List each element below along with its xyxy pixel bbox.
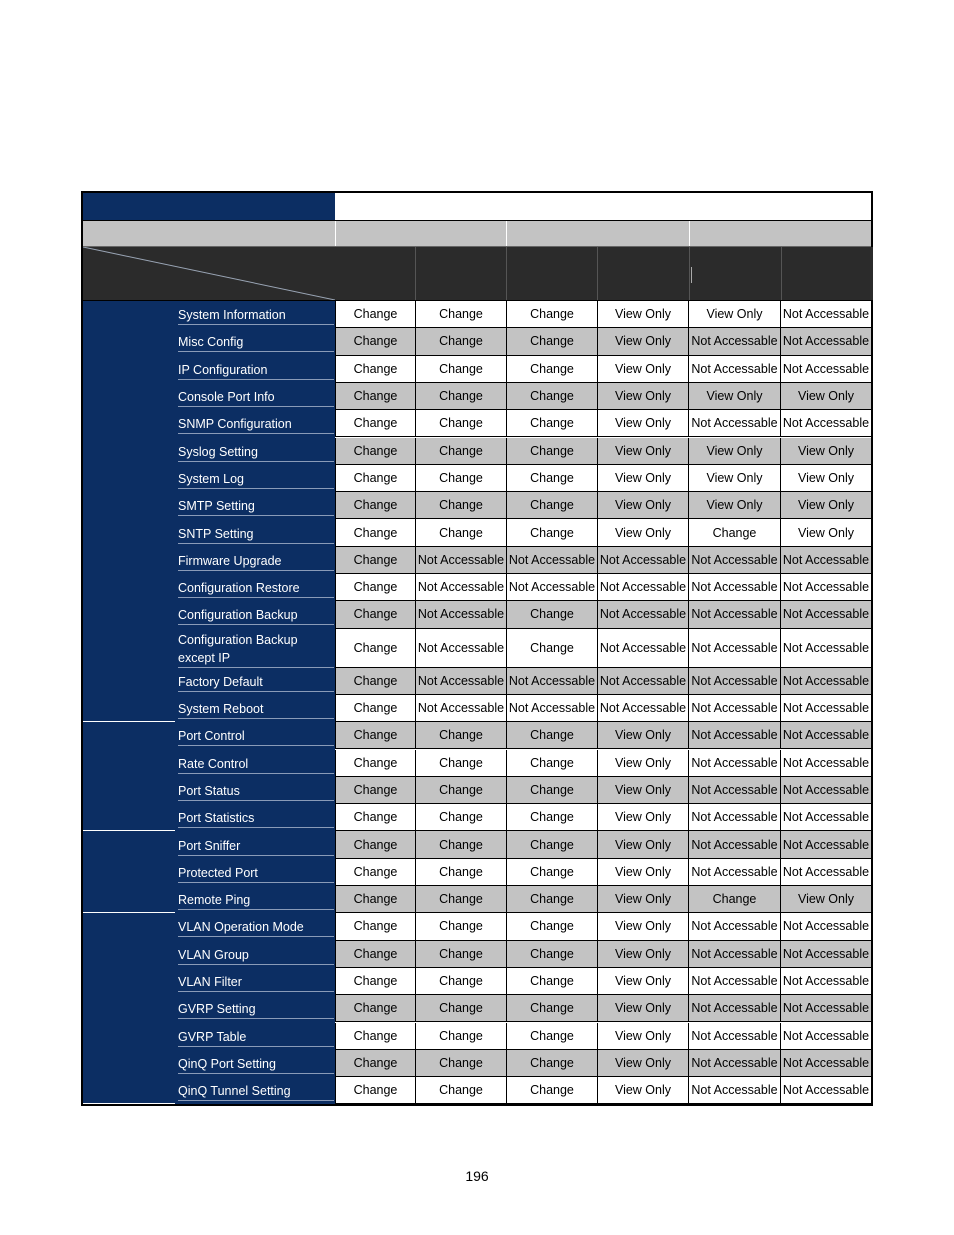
permission-cell: Change xyxy=(506,913,597,939)
permission-cell: Change xyxy=(415,1050,506,1076)
permission-cell: Change xyxy=(415,492,506,518)
feature-name-cell xyxy=(175,547,335,574)
permission-cell: View Only xyxy=(597,831,688,857)
permission-cell: Change xyxy=(415,356,506,382)
permission-cell: Change xyxy=(506,831,597,857)
permission-cell: View Only xyxy=(597,356,688,382)
feature-label: Configuration Restore xyxy=(178,579,334,598)
table-row xyxy=(335,383,871,410)
permission-cell: Change xyxy=(335,1050,415,1076)
permission-cell: View Only xyxy=(597,383,688,409)
permission-cell: Not Accessable xyxy=(688,356,780,382)
permission-cell: View Only xyxy=(597,722,688,748)
feature-label: GVRP Table xyxy=(178,1028,334,1047)
permission-cell: Change xyxy=(335,750,415,776)
feature-name-cell xyxy=(175,722,335,749)
table-row xyxy=(335,750,871,777)
category-group-cell xyxy=(83,722,175,831)
permission-cell: Change xyxy=(335,941,415,967)
feature-name-cell xyxy=(175,968,335,995)
feature-label: System Reboot xyxy=(178,700,334,719)
feature-name-cell xyxy=(175,995,335,1022)
permission-cell: Not Accessable xyxy=(780,1050,871,1076)
permission-cell: Change xyxy=(335,995,415,1021)
table-row xyxy=(335,574,871,601)
permission-cell: Change xyxy=(506,629,597,667)
permission-cell: Not Accessable xyxy=(597,668,688,694)
permission-cell: Change xyxy=(415,328,506,354)
permission-cell: Change xyxy=(335,1077,415,1103)
table-row xyxy=(335,913,871,940)
permission-cell: Not Accessable xyxy=(688,547,780,573)
permission-cell: Not Accessable xyxy=(415,574,506,600)
permission-cell: Change xyxy=(335,629,415,667)
table-row xyxy=(335,1050,871,1077)
feature-name-cell xyxy=(175,492,335,519)
header-group-divider xyxy=(335,221,336,246)
feature-name-cell xyxy=(175,601,335,628)
permission-cell: Not Accessable xyxy=(688,328,780,354)
table-row xyxy=(335,410,871,437)
permission-cell: Change xyxy=(506,968,597,994)
table-row xyxy=(335,859,871,886)
feature-label: Port Control xyxy=(178,727,334,746)
permission-cell: View Only xyxy=(780,438,871,464)
permission-cell: Change xyxy=(506,438,597,464)
permission-cell: Not Accessable xyxy=(688,668,780,694)
permission-cell: View Only xyxy=(780,519,871,545)
feature-name-cell xyxy=(175,383,335,410)
feature-label: Port Sniffer xyxy=(178,837,334,856)
permission-cell: View Only xyxy=(597,301,688,327)
header-column-divider xyxy=(415,247,416,300)
table-row xyxy=(335,668,871,695)
table-row xyxy=(335,804,871,831)
permission-cell: Change xyxy=(506,1050,597,1076)
permission-cell: Change xyxy=(335,601,415,627)
header-group-band xyxy=(83,221,871,247)
feature-label: Rate Control xyxy=(178,755,334,774)
permission-cell: Not Accessable xyxy=(688,831,780,857)
feature-name-cell xyxy=(175,941,335,968)
permission-cell: View Only xyxy=(597,995,688,1021)
permission-cell: View Only xyxy=(688,438,780,464)
feature-name-cell xyxy=(175,804,335,831)
table-row xyxy=(335,831,871,858)
permission-cell: Not Accessable xyxy=(688,995,780,1021)
permission-cell: Not Accessable xyxy=(688,777,780,803)
permission-cell: Not Accessable xyxy=(780,328,871,354)
table-row xyxy=(335,777,871,804)
table-row xyxy=(335,968,871,995)
permission-cell: Not Accessable xyxy=(688,695,780,721)
permission-cell: Change xyxy=(335,831,415,857)
permission-cell: View Only xyxy=(597,492,688,518)
permission-cell: Not Accessable xyxy=(688,410,780,436)
permission-cell: Not Accessable xyxy=(688,750,780,776)
permission-cell: Not Accessable xyxy=(415,601,506,627)
feature-name-cell xyxy=(175,574,335,601)
permission-cell: Not Accessable xyxy=(415,547,506,573)
header-column-divider xyxy=(689,247,690,300)
feature-name-cell xyxy=(175,519,335,546)
permission-table xyxy=(81,191,873,1106)
permission-cell: Not Accessable xyxy=(415,695,506,721)
feature-label: Protected Port xyxy=(178,864,334,883)
permission-cell: View Only xyxy=(688,301,780,327)
permission-cell: Not Accessable xyxy=(506,695,597,721)
permission-cell: View Only xyxy=(597,328,688,354)
permission-cell: Not Accessable xyxy=(688,859,780,885)
permission-cell: Not Accessable xyxy=(780,722,871,748)
permission-cell: View Only xyxy=(597,941,688,967)
permission-cell: View Only xyxy=(597,1077,688,1103)
permission-cell: Not Accessable xyxy=(688,1077,780,1103)
permission-cell: Change xyxy=(506,1077,597,1103)
permission-cell: Change xyxy=(335,438,415,464)
table-row xyxy=(335,941,871,968)
permission-cell: Change xyxy=(506,941,597,967)
permission-cell: View Only xyxy=(688,492,780,518)
permission-cell: View Only xyxy=(688,465,780,491)
header-column-divider xyxy=(781,247,782,300)
permission-cell: Change xyxy=(335,547,415,573)
permission-cell: Change xyxy=(335,804,415,830)
table-row xyxy=(335,547,871,574)
feature-label: QinQ Port Setting xyxy=(178,1055,334,1074)
feature-label: GVRP Setting xyxy=(178,1000,334,1019)
permission-cell: Change xyxy=(415,886,506,912)
permission-cell: Change xyxy=(335,410,415,436)
table-row xyxy=(335,492,871,519)
table-row xyxy=(335,601,871,628)
permission-cell: Change xyxy=(335,859,415,885)
permission-cell: Not Accessable xyxy=(780,831,871,857)
feature-name-cell xyxy=(175,913,335,940)
permission-cell: Change xyxy=(506,777,597,803)
permission-cell: Change xyxy=(415,383,506,409)
feature-name-cell xyxy=(175,695,335,722)
permission-cell: Change xyxy=(335,465,415,491)
feature-name-cell xyxy=(175,750,335,777)
feature-name-cell xyxy=(175,1023,335,1050)
permission-cell: Change xyxy=(335,695,415,721)
permission-cell: View Only xyxy=(597,968,688,994)
feature-label: Console Port Info xyxy=(178,388,334,407)
permission-cell: Change xyxy=(415,913,506,939)
header-group-divider xyxy=(689,221,690,246)
permission-cell: Change xyxy=(335,913,415,939)
permission-cell: Not Accessable xyxy=(688,1023,780,1049)
feature-label: VLAN Group xyxy=(178,946,334,965)
permission-cell: Not Accessable xyxy=(780,995,871,1021)
table-row xyxy=(335,722,871,749)
permission-cell: Change xyxy=(506,301,597,327)
feature-label: Misc Config xyxy=(178,333,334,352)
permission-cell: Not Accessable xyxy=(597,547,688,573)
feature-name-cell xyxy=(175,668,335,695)
permission-cell: Not Accessable xyxy=(780,913,871,939)
permission-cell: View Only xyxy=(597,1050,688,1076)
permission-cell: Not Accessable xyxy=(688,941,780,967)
permission-cell: View Only xyxy=(597,859,688,885)
permission-cell: Change xyxy=(506,859,597,885)
permission-cell: Change xyxy=(335,722,415,748)
feature-label: VLAN Operation Mode xyxy=(178,918,334,937)
feature-name-cell xyxy=(175,777,335,804)
permission-cell: Change xyxy=(506,750,597,776)
permission-cell: Change xyxy=(506,804,597,830)
header-title-band xyxy=(83,193,871,221)
permission-cell: View Only xyxy=(597,519,688,545)
diagonal-divider xyxy=(83,247,335,300)
permission-cell: Change xyxy=(506,465,597,491)
permission-cell: View Only xyxy=(597,913,688,939)
table-body xyxy=(83,301,871,1104)
permission-cell: Change xyxy=(415,777,506,803)
feature-label: VLAN Filter xyxy=(178,973,334,992)
permission-cell: View Only xyxy=(597,438,688,464)
feature-label: Firmware Upgrade xyxy=(178,552,334,571)
feature-label: System Log xyxy=(178,470,334,489)
permission-cell: Not Accessable xyxy=(597,695,688,721)
permission-cell: Not Accessable xyxy=(780,574,871,600)
permission-cell: View Only xyxy=(597,777,688,803)
feature-name-cell xyxy=(175,1077,335,1104)
table-row xyxy=(335,465,871,492)
feature-column xyxy=(175,301,335,1104)
table-row xyxy=(335,438,871,465)
feature-name-cell xyxy=(175,438,335,465)
feature-label: System Information xyxy=(178,306,334,325)
feature-label: Configuration Backup xyxy=(178,606,334,625)
table-row xyxy=(335,1023,871,1050)
table-row xyxy=(335,328,871,355)
permission-cell: Change xyxy=(415,995,506,1021)
permission-cell: Not Accessable xyxy=(780,301,871,327)
permission-cell: Not Accessable xyxy=(597,574,688,600)
permission-cell: View Only xyxy=(780,465,871,491)
permission-cell: Not Accessable xyxy=(780,968,871,994)
header-column-divider xyxy=(597,247,598,300)
category-group-cell xyxy=(83,913,175,1104)
permission-cell: Not Accessable xyxy=(688,722,780,748)
permission-cell: Change xyxy=(415,859,506,885)
permission-cell: Not Accessable xyxy=(688,968,780,994)
permission-cell: Change xyxy=(415,1077,506,1103)
header-corner-cell xyxy=(83,247,335,300)
permission-cell: View Only xyxy=(597,804,688,830)
permission-cell: View Only xyxy=(597,410,688,436)
permission-cell: Change xyxy=(335,383,415,409)
permission-cell: Not Accessable xyxy=(780,1077,871,1103)
permission-cell: Change xyxy=(335,968,415,994)
permission-cell: Change xyxy=(506,1023,597,1049)
permission-cell: Not Accessable xyxy=(597,629,688,667)
category-group-cell xyxy=(83,831,175,913)
permission-cell: View Only xyxy=(688,383,780,409)
permission-cell: View Only xyxy=(597,750,688,776)
permission-cell: Not Accessable xyxy=(688,629,780,667)
table-row xyxy=(335,519,871,546)
feature-name-cell xyxy=(175,465,335,492)
permission-cell: Change xyxy=(415,1023,506,1049)
feature-name-cell xyxy=(175,859,335,886)
permission-cell: Not Accessable xyxy=(415,668,506,694)
permission-cell: View Only xyxy=(780,492,871,518)
table-row xyxy=(335,695,871,722)
permission-cell: Not Accessable xyxy=(506,574,597,600)
permission-cell: Change xyxy=(335,777,415,803)
feature-name-cell xyxy=(175,328,335,355)
permission-cell: Not Accessable xyxy=(780,356,871,382)
permission-cell: View Only xyxy=(780,886,871,912)
feature-label: SMTP Setting xyxy=(178,497,334,516)
permission-cell: Change xyxy=(506,995,597,1021)
feature-name-cell xyxy=(175,1050,335,1077)
table-row xyxy=(335,301,871,328)
permission-cell: Not Accessable xyxy=(780,629,871,667)
permission-cell: Change xyxy=(335,574,415,600)
table-row xyxy=(335,1077,871,1104)
feature-name-cell xyxy=(175,301,335,328)
feature-name-cell xyxy=(175,356,335,383)
permission-cell: Change xyxy=(335,519,415,545)
permission-cell: Change xyxy=(415,301,506,327)
permission-cell: View Only xyxy=(597,465,688,491)
permission-cell: Change xyxy=(335,356,415,382)
permission-cell: Not Accessable xyxy=(415,629,506,667)
permission-cell: Not Accessable xyxy=(780,777,871,803)
permission-cell: Change xyxy=(506,492,597,518)
feature-name-cell xyxy=(175,831,335,858)
permission-cell: Change xyxy=(335,1023,415,1049)
category-group-cell xyxy=(83,301,175,722)
table-row xyxy=(335,629,871,668)
permission-cell: Not Accessable xyxy=(688,1050,780,1076)
permission-cell: Not Accessable xyxy=(780,601,871,627)
permission-cell: View Only xyxy=(597,886,688,912)
feature-label: Port Statistics xyxy=(178,809,334,828)
feature-label: QinQ Tunnel Setting xyxy=(178,1082,334,1101)
permission-cell: Change xyxy=(506,722,597,748)
table-row xyxy=(335,356,871,383)
permission-cell: Change xyxy=(688,519,780,545)
permission-cell: Change xyxy=(415,465,506,491)
permission-cell: Not Accessable xyxy=(780,695,871,721)
permission-cell: Not Accessable xyxy=(780,941,871,967)
permission-cell: Change xyxy=(506,886,597,912)
permission-cell: Change xyxy=(415,804,506,830)
permission-cell: Change xyxy=(506,383,597,409)
header-group-divider xyxy=(506,221,507,246)
feature-label: SNTP Setting xyxy=(178,525,334,544)
page-number: 196 xyxy=(465,1168,489,1184)
feature-label: SNMP Configuration xyxy=(178,415,334,434)
permission-cell: Change xyxy=(335,328,415,354)
feature-label: Port Status xyxy=(178,782,334,801)
permission-cell: Change xyxy=(506,601,597,627)
permission-cell: Change xyxy=(415,968,506,994)
permission-cell: Not Accessable xyxy=(780,859,871,885)
header-column-band xyxy=(83,247,871,301)
permission-cell: Change xyxy=(415,941,506,967)
permission-cell: Change xyxy=(415,438,506,464)
permission-cell: Change xyxy=(335,492,415,518)
permission-cell: Change xyxy=(415,519,506,545)
header-column-divider xyxy=(506,247,507,300)
permission-cell: Not Accessable xyxy=(780,1023,871,1049)
permission-cell: Change xyxy=(415,722,506,748)
feature-label: Configuration Backup except IP xyxy=(178,631,334,668)
permission-cell: Not Accessable xyxy=(780,804,871,830)
permission-cell: Change xyxy=(415,410,506,436)
permission-cell: Not Accessable xyxy=(688,574,780,600)
permission-cell: Change xyxy=(415,750,506,776)
feature-name-cell xyxy=(175,886,335,913)
permission-cell: Not Accessable xyxy=(688,804,780,830)
permission-cell: View Only xyxy=(780,383,871,409)
header-tick-mark xyxy=(691,267,692,283)
permission-cell: Not Accessable xyxy=(780,410,871,436)
permission-cell: Not Accessable xyxy=(506,547,597,573)
permission-cell: Change xyxy=(506,328,597,354)
feature-label: Factory Default xyxy=(178,673,334,692)
permission-cell: Not Accessable xyxy=(506,668,597,694)
permission-cell: Change xyxy=(335,668,415,694)
permission-cell: Not Accessable xyxy=(780,750,871,776)
permission-cell: Not Accessable xyxy=(688,913,780,939)
permission-cell: Change xyxy=(335,301,415,327)
permission-cell: Change xyxy=(335,886,415,912)
header-title-cell xyxy=(83,193,335,220)
permission-cell: View Only xyxy=(597,1023,688,1049)
permission-cell: Not Accessable xyxy=(780,668,871,694)
permission-cell: Change xyxy=(415,831,506,857)
permission-cell: Not Accessable xyxy=(597,601,688,627)
feature-label: IP Configuration xyxy=(178,361,334,380)
feature-name-cell xyxy=(175,410,335,437)
permission-cell: Change xyxy=(506,410,597,436)
permission-cell: Change xyxy=(506,519,597,545)
permission-cell: Not Accessable xyxy=(688,601,780,627)
table-row xyxy=(335,886,871,913)
feature-name-cell xyxy=(175,629,335,668)
feature-label: Remote Ping xyxy=(178,891,334,910)
table-row xyxy=(335,995,871,1022)
permission-cell: Change xyxy=(688,886,780,912)
permission-cell: Change xyxy=(506,356,597,382)
permission-cell: Not Accessable xyxy=(780,547,871,573)
feature-label: Syslog Setting xyxy=(178,443,334,462)
